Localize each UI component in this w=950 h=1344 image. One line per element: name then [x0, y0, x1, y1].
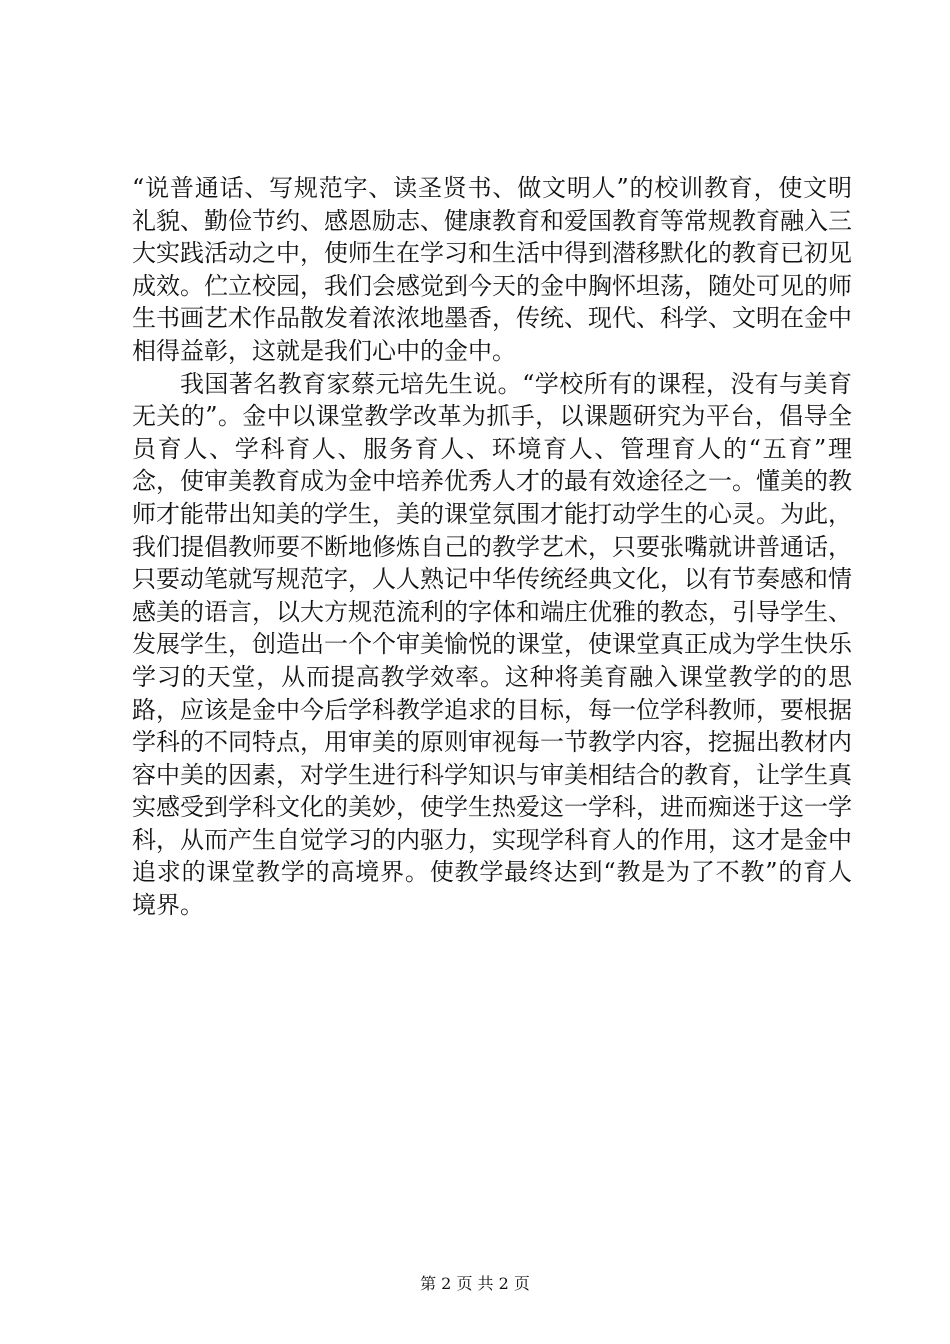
paragraph-2: 我国著名教育家蔡元培先生说。“学校所有的课程，没有与美育无关的”。金中以课堂教学改革为抓手，以课题研究为平台，倡导全员育人、学科育人、服务育人、环境育人、管理育人的“五育”理念，使审美教育成为金中培养优秀人才的最有效途径之一。懂美的教师才能带出知美的学生，美的课堂氛围才能打动学生的心灵。为此，我们提倡教师要不断地修炼自己的教学艺术，只要张嘴就讲普通话，只要动笔就写规范字，人人熟记中华传统经典文化，以有节奏感和情感美的语言，以大方规范流利的字体和端庄优雅的教态，引导学生、发展学生，创造出一个个审美愉悦的课堂，使课堂真正成为学生快乐学习的天堂，从而提高教学效率。这种将美育融入课堂教学的的思路，应该是金中今后学科教学追求的目标，每一位学科教师，要根据学科的不同特点，用审美的原则审视每一节教学内容，挖掘出教材内容中美的因素，对学生进行科学知识与审美相结合的教育，让学生真实感受到学科文化的美妙，使学生热爱这一学科，进而痴迷于这一学科，从而产生自觉学习的内驱力，实现学科育人的作用，这才是金中追求的课堂教学的高境界。使教学最终达到“教是为了不教”的育人境界。	[132, 369, 852, 920]
page-number-footer: 第 2 页 共 2 页	[420, 1274, 530, 1293]
document-body	[132, 172, 852, 922]
paragraph-1: “说普通话、写规范字、读圣贤书、做文明人”的校训教育，使文明礼貌、勤俭节约、感恩励志、健康教育和爱国教育等常规教育融入三大实践活动之中，使师生在学习和生活中得到潜移默化的教育已初见成效。伫立校园，我们会感觉到今天的金中胸怀坦荡，随处可见的师生书画艺术作品散发着浓浓地墨香，传统、现代、科学、文明在金中相得益彰，这就是我们心中的金中。	[132, 174, 852, 365]
